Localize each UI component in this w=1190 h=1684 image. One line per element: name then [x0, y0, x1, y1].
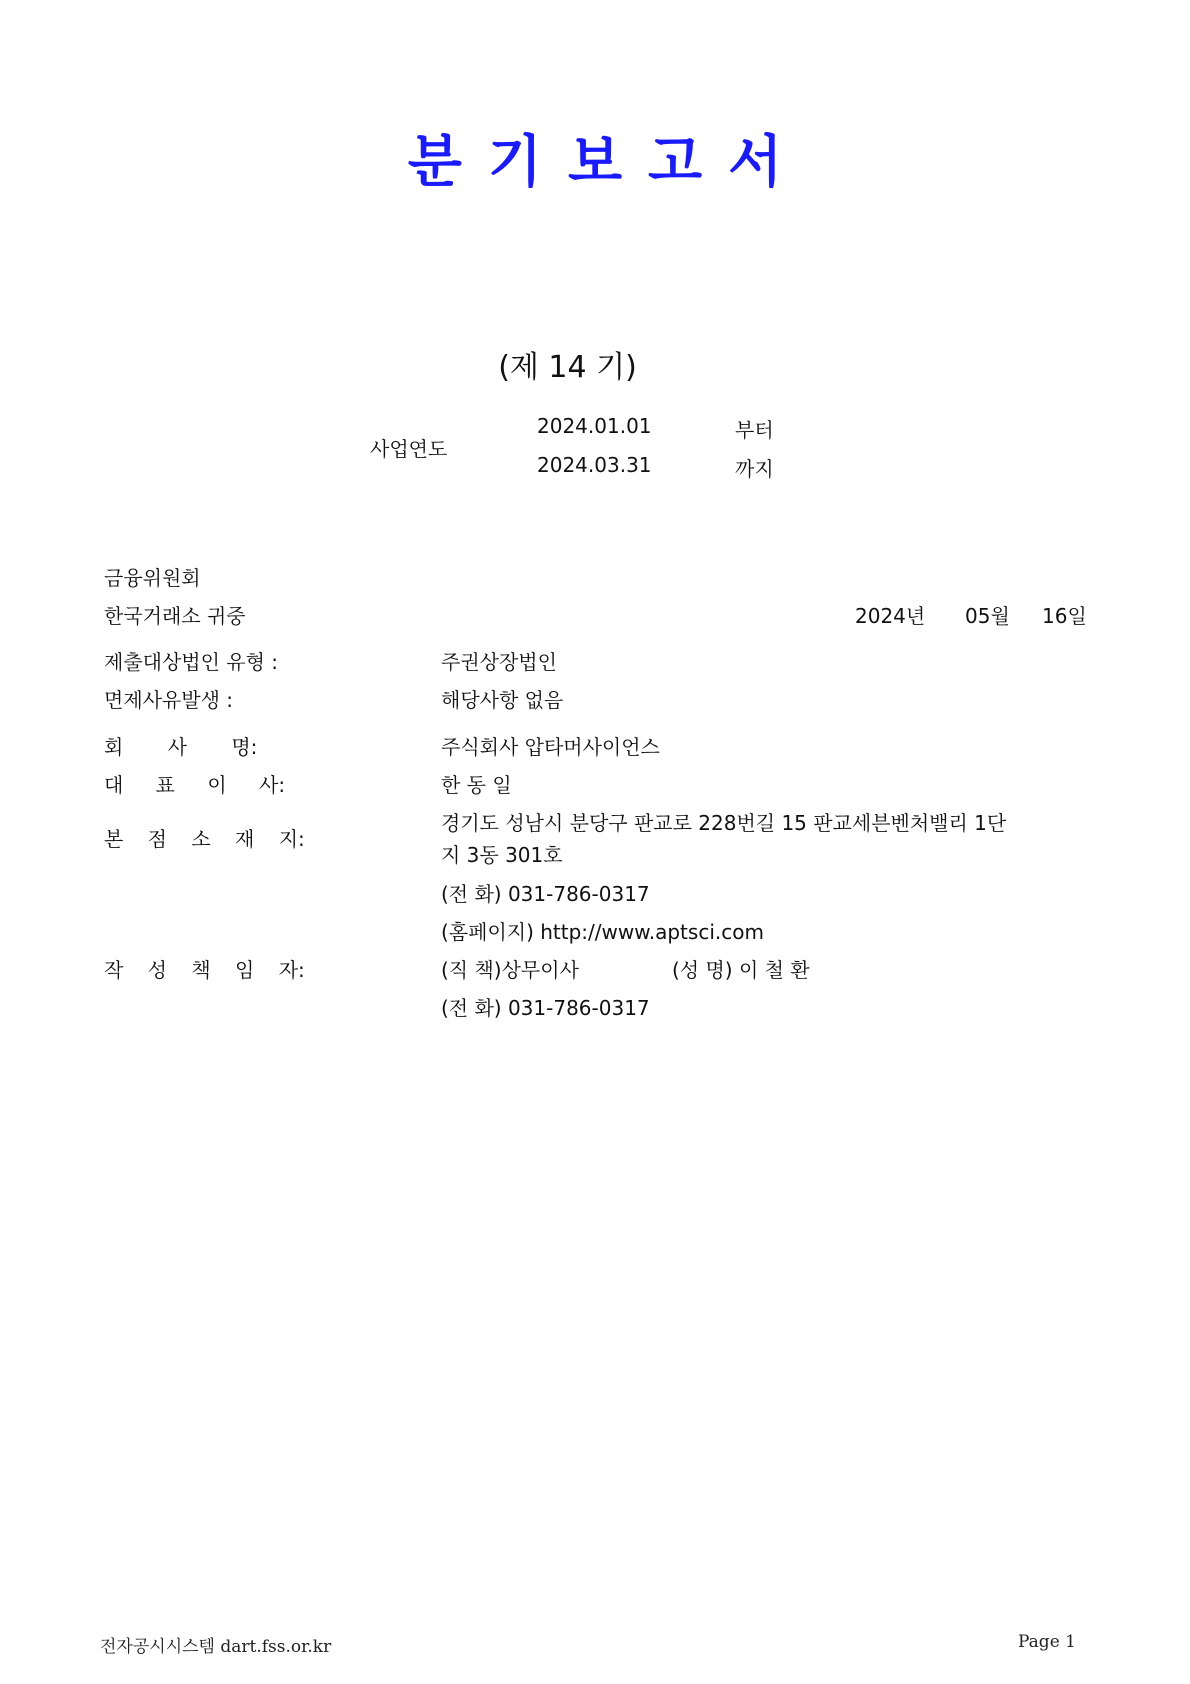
company-name-value: 주식회사 압타머사이언스 [441, 735, 660, 759]
address-label: 본 점 소 재 지: [104, 827, 305, 851]
company-name-label: 회 사 명: [104, 735, 258, 759]
recipient-line-1: 금융위원회 [104, 566, 201, 590]
address-value-line-2: 지 3동 301호 [441, 843, 563, 867]
report-date-day: 16일 [1042, 604, 1087, 628]
fiscal-year-from-word: 부터 [735, 418, 774, 442]
exemption-value: 해당사항 없음 [441, 688, 564, 712]
fiscal-year-label: 사업연도 [370, 437, 448, 461]
preparer-phone-value: (전 화) 031-786-0317 [441, 996, 650, 1020]
address-value-line-1: 경기도 성남시 분당구 판교로 228번길 15 판교세븐벤처밸리 1단 [441, 811, 1007, 835]
homepage-value: (홈페이지) http://www.aptsci.com [441, 920, 764, 944]
fiscal-year-to-date: 2024.03.31 [537, 453, 652, 477]
report-date-year: 2024년 [855, 604, 926, 628]
report-date-month: 05월 [965, 604, 1010, 628]
ceo-value: 한 동 일 [441, 773, 512, 797]
preparer-name: (성 명) 이 철 환 [672, 958, 810, 982]
footer-page-number: Page 1 [1018, 1632, 1076, 1652]
submitter-type-label: 제출대상법인 유형 : [104, 650, 279, 674]
exemption-label: 면제사유발생 : [104, 688, 234, 712]
fiscal-period: (제 14 기) [498, 350, 637, 385]
preparer-title: (직 책)상무이사 [441, 958, 579, 982]
recipient-line-2: 한국거래소 귀중 [104, 604, 246, 628]
document-title: 분기보고서 [407, 129, 809, 195]
fiscal-year-to-word: 까지 [735, 457, 774, 481]
fiscal-year-from-date: 2024.01.01 [537, 414, 652, 438]
submitter-type-value: 주권상장법인 [441, 650, 557, 674]
footer-source: 전자공시시스템 dart.fss.or.kr [100, 1637, 332, 1657]
ceo-label: 대 표 이 사: [104, 773, 286, 797]
preparer-label: 작 성 책 임 자: [104, 958, 305, 982]
phone-value: (전 화) 031-786-0317 [441, 882, 650, 906]
